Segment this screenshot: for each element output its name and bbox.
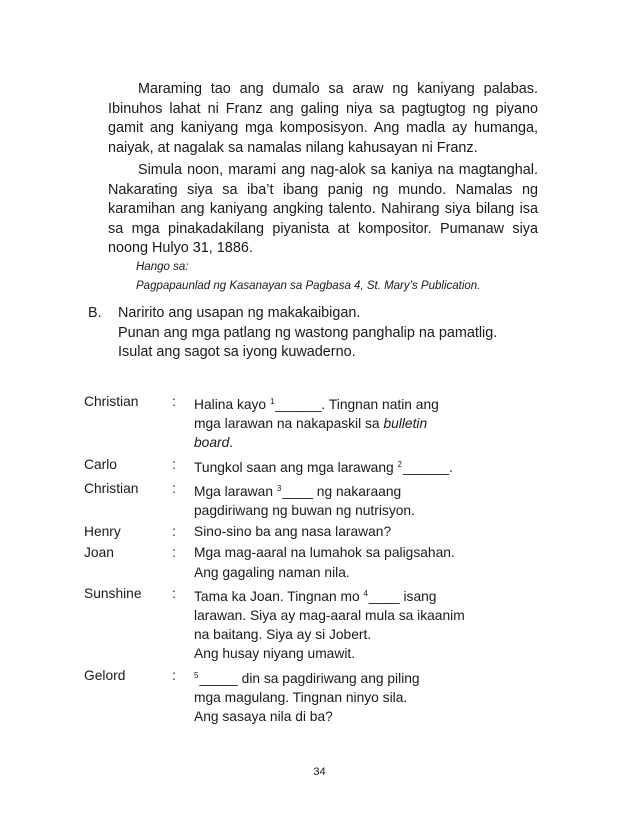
dialogue-line [194, 584, 554, 606]
dialogue-lines [194, 479, 554, 520]
dialogue-line: na baitang. Siya ay si Jobert. [194, 627, 372, 643]
source-citation: Pagpapaunlad ng Kasanayan sa Pagbasa 4, St. Mary’s Publication. [136, 280, 481, 292]
line-text: ______. [402, 459, 453, 475]
line-text: Mga larawan [194, 483, 277, 499]
speaker-colon: : [172, 524, 176, 540]
speaker-name: Henry [84, 524, 121, 540]
dialogue-lines [194, 455, 554, 477]
blank-number: 4 [363, 588, 368, 598]
dialogue-line: Ang gagaling naman nila. [194, 564, 350, 580]
dialogue-row [84, 392, 554, 453]
dialogue-row [84, 479, 554, 520]
source-label: Hango sa: [136, 261, 189, 273]
speaker-colon: : [172, 394, 176, 409]
speaker-name: Joan [84, 545, 114, 561]
dialogue-line [194, 479, 554, 501]
speaker-colon: : [172, 667, 176, 683]
section-b-instructions [118, 304, 548, 363]
dialogue-block [84, 392, 554, 728]
line-text: mga larawan na nakapaskil sa [194, 416, 384, 432]
blank-number: 3 [276, 483, 282, 493]
story-paragraph-1 [108, 80, 538, 158]
dialogue-lines [194, 522, 554, 541]
dialogue-line: Ang husay niyang umawit. [194, 646, 356, 662]
dialogue-line: Ang sasaya nila di ba? [194, 709, 333, 725]
dialogue-line [194, 414, 554, 433]
dialogue-line [194, 455, 554, 477]
dialogue-lines [194, 543, 554, 581]
speaker-colon: : [172, 585, 176, 601]
dialogue-row [84, 584, 554, 664]
dialogue-row [84, 455, 554, 477]
speaker-name: Christian [84, 394, 139, 409]
blank-number: 2 [397, 459, 402, 469]
line-text: ____ isang [368, 588, 437, 604]
story-paragraph-2 [108, 161, 538, 259]
speaker-colon: : [172, 456, 176, 472]
dialogue-lines [194, 392, 554, 453]
italic-text: board [194, 435, 230, 451]
dialogue-row [84, 666, 554, 727]
story-paragraph-1-text: Maraming tao ang dumalo sa araw ng kaniyang palabas. Ibinuhos lahat ni Franz ang galing niya sa pagtugtog ng piyano gamit ang kaniyang mga komposisyon. Ang madla ay humanga, naiyak, at nagalak sa namalas nilang kahusayan ni Franz. [108, 81, 538, 156]
italic-text: bulletin [383, 416, 428, 432]
speaker-name: Gelord [84, 667, 126, 683]
section-b-line: Isulat ang sagot sa iyong kuwaderno. [118, 344, 356, 360]
page-number: 34 [313, 766, 326, 778]
line-text: ______. Tingnan natin ang [275, 397, 439, 412]
section-b-line: Punan ang mga patlang ng wastong panghalip na pamatlig. [118, 324, 498, 341]
speaker-name: Sunshine [84, 585, 142, 601]
blank-number: 5 [194, 670, 199, 680]
line-text: Tama ka Joan. Tingnan mo [194, 588, 364, 604]
dialogue-line [194, 392, 554, 414]
speaker-name: Carlo [84, 456, 117, 472]
section-b-letter: B. [88, 305, 102, 321]
line-text: Halina kayo [194, 397, 270, 412]
dialogue-line [194, 433, 554, 452]
speaker-colon: : [172, 480, 176, 496]
dialogue-line: Sino-sino ba ang nasa larawan? [194, 524, 392, 540]
dialogue-row [84, 522, 554, 541]
speaker-colon: : [172, 545, 176, 561]
dialogue-line: larawan. Siya ay mag-aaral mula sa ikaanim [194, 608, 465, 624]
dialogue-lines [194, 584, 554, 664]
section-b-line: Naririto ang usapan ng makakaibigan. [118, 305, 361, 321]
blank-number: 1 [269, 397, 275, 406]
speaker-name: Christian [84, 480, 139, 496]
dialogue-row [84, 543, 554, 581]
dialogue-line: Mga mag-aaral na lumahok sa paligsahan. [194, 545, 455, 561]
dialogue-line: pagdiriwang ng buwan ng nutrisyon. [194, 503, 415, 519]
line-text: . [229, 435, 234, 451]
line-text: _____ din sa pagdiriwang ang piling [199, 670, 420, 686]
line-text: Tungkol saan ang mga larawang [194, 459, 398, 475]
dialogue-line [194, 666, 554, 688]
dialogue-lines [194, 666, 554, 727]
dialogue-line: mga magulang. Tingnan ninyo sila. [194, 689, 408, 705]
story-paragraph-2-text: Simula noon, marami ang nag-alok sa kaniya na magtanghal. Nakarating siya sa iba’t ibang panig ng mundo. Namalas ng karamihan ang kaniyang angking talento. Nahirang siya bilang isa sa mga pinakadakilang piyanista at kompositor. Pumanaw siya noong Hulyo 31, 1886. [108, 162, 538, 256]
line-text: ____ ng nakaraang [282, 483, 402, 499]
